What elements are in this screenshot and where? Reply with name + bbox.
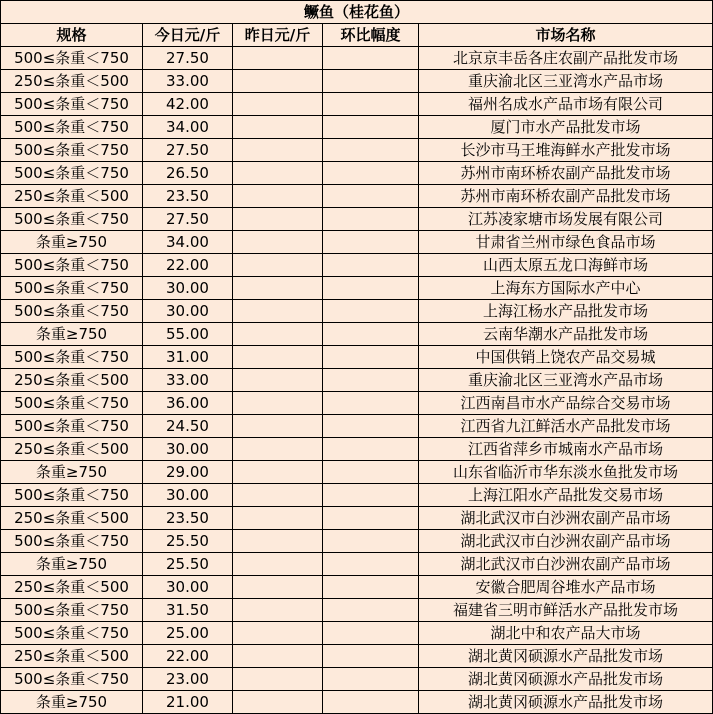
cell-yesterday-price <box>233 185 323 208</box>
table-row <box>1 208 713 231</box>
cell-today-price: 25.50 <box>143 553 233 576</box>
cell-yesterday-price <box>233 530 323 553</box>
cell-today-price: 34.00 <box>143 116 233 139</box>
table-row <box>1 346 713 369</box>
cell-yesterday-price <box>233 438 323 461</box>
cell-change <box>323 254 419 277</box>
table-row <box>1 622 713 645</box>
cell-change <box>323 484 419 507</box>
table-row <box>1 277 713 300</box>
table-row <box>1 47 713 70</box>
cell-change <box>323 507 419 530</box>
cell-change <box>323 323 419 346</box>
cell-market-name: 山西太原五龙口海鲜市场 <box>419 254 713 277</box>
header-change: 环比幅度 <box>323 24 419 47</box>
cell-market-name: 湖北武汉市白沙洲农副产品市场 <box>419 507 713 530</box>
table-row <box>1 645 713 668</box>
cell-change <box>323 438 419 461</box>
table-row <box>1 185 713 208</box>
cell-market-name: 北京京丰岳各庄农副产品批发市场 <box>419 47 713 70</box>
cell-market-name: 山东省临沂市华东淡水鱼批发市场 <box>419 461 713 484</box>
cell-spec: 条重≥750 <box>1 323 143 346</box>
cell-change <box>323 576 419 599</box>
table-row <box>1 415 713 438</box>
table-row <box>1 553 713 576</box>
cell-market-name: 江西省九江鲜活水产品批发市场 <box>419 415 713 438</box>
cell-change <box>323 645 419 668</box>
cell-spec: 250≤条重＜500 <box>1 438 143 461</box>
table-row <box>1 323 713 346</box>
cell-today-price: 31.00 <box>143 346 233 369</box>
table-row <box>1 461 713 484</box>
cell-yesterday-price <box>233 139 323 162</box>
table-body <box>1 47 713 714</box>
cell-change <box>323 599 419 622</box>
cell-change <box>323 530 419 553</box>
cell-yesterday-price <box>233 668 323 691</box>
cell-spec: 250≤条重＜500 <box>1 576 143 599</box>
cell-spec: 500≤条重＜750 <box>1 392 143 415</box>
cell-spec: 500≤条重＜750 <box>1 300 143 323</box>
table-row <box>1 507 713 530</box>
header-yesterday-price: 昨日元/斤 <box>233 24 323 47</box>
cell-spec: 条重≥750 <box>1 231 143 254</box>
table-row <box>1 93 713 116</box>
cell-today-price: 34.00 <box>143 231 233 254</box>
title-row <box>1 1 713 24</box>
cell-spec: 250≤条重＜500 <box>1 369 143 392</box>
cell-yesterday-price <box>233 277 323 300</box>
cell-yesterday-price <box>233 116 323 139</box>
cell-spec: 条重≥750 <box>1 461 143 484</box>
cell-change <box>323 300 419 323</box>
cell-yesterday-price <box>233 254 323 277</box>
cell-today-price: 30.00 <box>143 300 233 323</box>
cell-market-name: 重庆渝北区三亚湾水产品市场 <box>419 70 713 93</box>
header-market-name: 市场名称 <box>419 24 713 47</box>
cell-change <box>323 139 419 162</box>
cell-market-name: 湖北武汉市白沙洲农副产品市场 <box>419 553 713 576</box>
cell-change <box>323 668 419 691</box>
cell-market-name: 江西南昌市水产品综合交易市场 <box>419 392 713 415</box>
table-row <box>1 691 713 714</box>
cell-yesterday-price <box>233 300 323 323</box>
cell-spec: 250≤条重＜500 <box>1 507 143 530</box>
cell-spec: 500≤条重＜750 <box>1 208 143 231</box>
cell-change <box>323 116 419 139</box>
cell-today-price: 30.00 <box>143 576 233 599</box>
cell-change <box>323 392 419 415</box>
cell-yesterday-price <box>233 346 323 369</box>
cell-yesterday-price <box>233 415 323 438</box>
cell-market-name: 苏州市南环桥农副产品批发市场 <box>419 162 713 185</box>
cell-change <box>323 691 419 714</box>
cell-yesterday-price <box>233 484 323 507</box>
cell-market-name: 中国供销上饶农产品交易城 <box>419 346 713 369</box>
cell-today-price: 25.00 <box>143 622 233 645</box>
table-row <box>1 576 713 599</box>
cell-yesterday-price <box>233 208 323 231</box>
table-row <box>1 139 713 162</box>
cell-yesterday-price <box>233 691 323 714</box>
cell-spec: 条重≥750 <box>1 691 143 714</box>
table-row <box>1 530 713 553</box>
header-today-price: 今日元/斤 <box>143 24 233 47</box>
cell-market-name: 江西省萍乡市城南水产品市场 <box>419 438 713 461</box>
cell-market-name: 上海江阳水产品批发交易市场 <box>419 484 713 507</box>
cell-change <box>323 553 419 576</box>
cell-spec: 500≤条重＜750 <box>1 139 143 162</box>
cell-yesterday-price <box>233 599 323 622</box>
cell-change <box>323 622 419 645</box>
cell-spec: 500≤条重＜750 <box>1 93 143 116</box>
cell-today-price: 33.00 <box>143 369 233 392</box>
header-spec: 规格 <box>1 24 143 47</box>
cell-spec: 500≤条重＜750 <box>1 346 143 369</box>
cell-change <box>323 277 419 300</box>
table-row <box>1 668 713 691</box>
cell-yesterday-price <box>233 576 323 599</box>
cell-today-price: 27.50 <box>143 139 233 162</box>
cell-yesterday-price <box>233 507 323 530</box>
table-row <box>1 231 713 254</box>
cell-spec: 500≤条重＜750 <box>1 162 143 185</box>
cell-yesterday-price <box>233 461 323 484</box>
cell-spec: 500≤条重＜750 <box>1 47 143 70</box>
cell-yesterday-price <box>233 622 323 645</box>
cell-yesterday-price <box>233 553 323 576</box>
table-row <box>1 70 713 93</box>
cell-market-name: 安徽合肥周谷堆水产品市场 <box>419 576 713 599</box>
cell-market-name: 上海东方国际水产中心 <box>419 277 713 300</box>
cell-today-price: 31.50 <box>143 599 233 622</box>
cell-spec: 500≤条重＜750 <box>1 530 143 553</box>
cell-market-name: 苏州市南环桥农副产品批发市场 <box>419 185 713 208</box>
cell-change <box>323 70 419 93</box>
cell-market-name: 江苏凌家塘市场发展有限公司 <box>419 208 713 231</box>
cell-market-name: 湖北黄冈硕源水产品批发市场 <box>419 645 713 668</box>
cell-today-price: 42.00 <box>143 93 233 116</box>
cell-market-name: 福州名成水产品市场有限公司 <box>419 93 713 116</box>
cell-change <box>323 208 419 231</box>
table-row <box>1 484 713 507</box>
cell-today-price: 30.00 <box>143 277 233 300</box>
cell-market-name: 重庆渝北区三亚湾水产品市场 <box>419 369 713 392</box>
cell-spec: 500≤条重＜750 <box>1 116 143 139</box>
table-row <box>1 162 713 185</box>
table-title: 鳜鱼（桂花鱼） <box>1 1 713 24</box>
cell-spec: 500≤条重＜750 <box>1 415 143 438</box>
cell-today-price: 27.50 <box>143 208 233 231</box>
cell-spec: 250≤条重＜500 <box>1 645 143 668</box>
cell-change <box>323 47 419 70</box>
cell-today-price: 27.50 <box>143 47 233 70</box>
cell-change <box>323 162 419 185</box>
cell-spec: 500≤条重＜750 <box>1 599 143 622</box>
cell-change <box>323 231 419 254</box>
cell-market-name: 湖北武汉市白沙洲农副产品市场 <box>419 530 713 553</box>
cell-market-name: 上海江杨水产品批发市场 <box>419 300 713 323</box>
cell-yesterday-price <box>233 231 323 254</box>
cell-spec: 500≤条重＜750 <box>1 254 143 277</box>
table-row <box>1 116 713 139</box>
cell-spec: 250≤条重＜500 <box>1 70 143 93</box>
cell-market-name: 湖北黄冈硕源水产品批发市场 <box>419 668 713 691</box>
cell-today-price: 30.00 <box>143 438 233 461</box>
table-row <box>1 599 713 622</box>
cell-market-name: 湖北黄冈硕源水产品批发市场 <box>419 691 713 714</box>
cell-yesterday-price <box>233 645 323 668</box>
cell-market-name: 甘肃省兰州市绿色食品市场 <box>419 231 713 254</box>
cell-today-price: 55.00 <box>143 323 233 346</box>
cell-change <box>323 185 419 208</box>
cell-spec: 500≤条重＜750 <box>1 277 143 300</box>
cell-market-name: 福建省三明市鲜活水产品批发市场 <box>419 599 713 622</box>
table-row <box>1 300 713 323</box>
cell-today-price: 22.00 <box>143 254 233 277</box>
table-row <box>1 369 713 392</box>
cell-today-price: 24.50 <box>143 415 233 438</box>
cell-today-price: 21.00 <box>143 691 233 714</box>
cell-today-price: 33.00 <box>143 70 233 93</box>
cell-yesterday-price <box>233 70 323 93</box>
cell-yesterday-price <box>233 392 323 415</box>
table-row <box>1 438 713 461</box>
cell-change <box>323 369 419 392</box>
table-row <box>1 254 713 277</box>
cell-today-price: 26.50 <box>143 162 233 185</box>
cell-spec: 500≤条重＜750 <box>1 668 143 691</box>
cell-yesterday-price <box>233 162 323 185</box>
cell-change <box>323 415 419 438</box>
cell-spec: 条重≥750 <box>1 553 143 576</box>
cell-today-price: 25.50 <box>143 530 233 553</box>
cell-spec: 250≤条重＜500 <box>1 185 143 208</box>
cell-market-name: 湖北中和农产品大市场 <box>419 622 713 645</box>
cell-yesterday-price <box>233 369 323 392</box>
cell-yesterday-price <box>233 93 323 116</box>
cell-change <box>323 346 419 369</box>
cell-market-name: 厦门市水产品批发市场 <box>419 116 713 139</box>
cell-spec: 500≤条重＜750 <box>1 622 143 645</box>
cell-today-price: 29.00 <box>143 461 233 484</box>
cell-yesterday-price <box>233 323 323 346</box>
cell-yesterday-price <box>233 47 323 70</box>
table-row <box>1 392 713 415</box>
cell-today-price: 23.50 <box>143 507 233 530</box>
cell-today-price: 30.00 <box>143 484 233 507</box>
header-row <box>1 24 713 47</box>
cell-change <box>323 93 419 116</box>
cell-today-price: 36.00 <box>143 392 233 415</box>
cell-today-price: 23.50 <box>143 185 233 208</box>
cell-spec: 500≤条重＜750 <box>1 484 143 507</box>
cell-today-price: 22.00 <box>143 645 233 668</box>
cell-change <box>323 461 419 484</box>
cell-market-name: 云南华潮水产品批发市场 <box>419 323 713 346</box>
cell-market-name: 长沙市马王堆海鲜水产批发市场 <box>419 139 713 162</box>
cell-today-price: 23.00 <box>143 668 233 691</box>
